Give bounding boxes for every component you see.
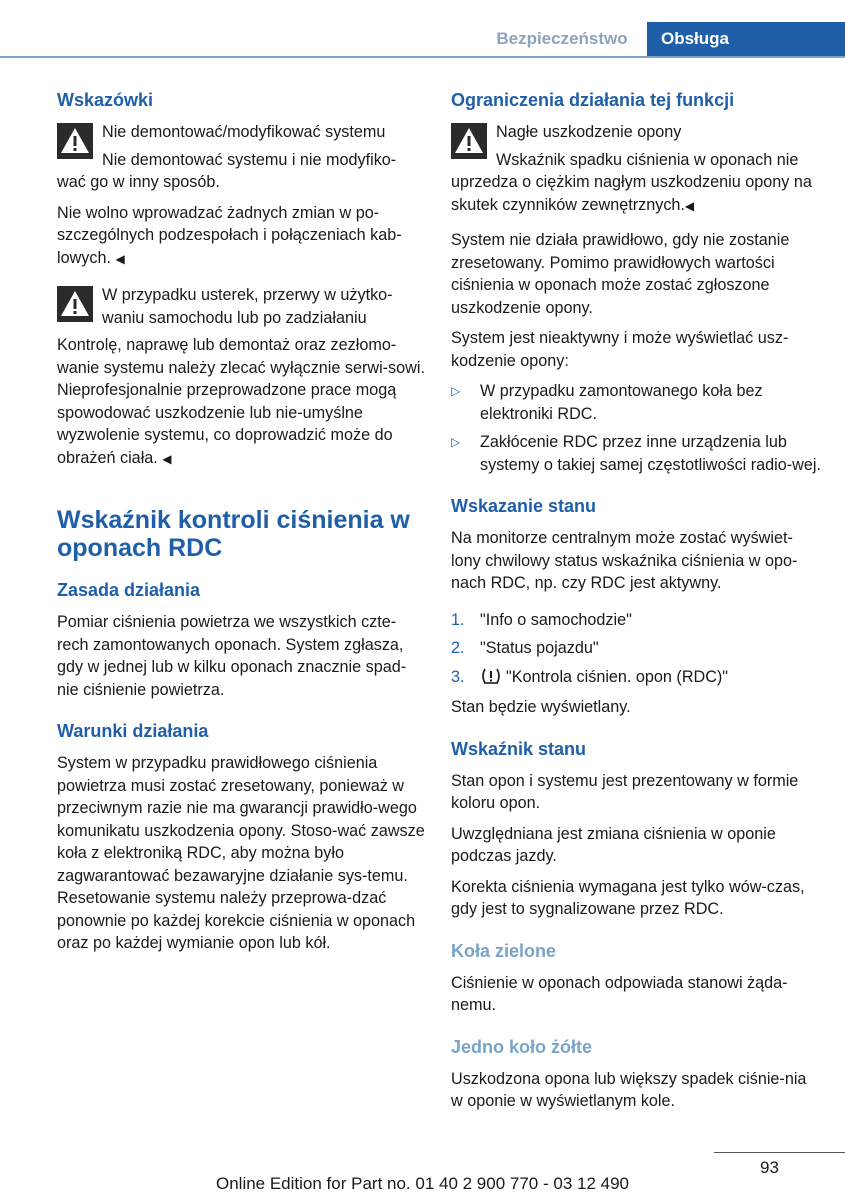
end-mark-icon: ◀ <box>162 451 172 466</box>
triangle-bullet-icon: ▷ <box>451 384 461 398</box>
triangle-bullet-icon: ▷ <box>451 435 461 449</box>
kola-zielone-heading: Koła zielone <box>451 940 557 961</box>
stan-paragraph: Stan będzie wyświetlany. <box>451 698 631 716</box>
zasada-paragraph: Pomiar ciśnienia powietrza we wszystkich czte-rech zamontowanych oponach. System zgłasza, gdy w jednej lub w kilku oponach znacznie spad-nie ciśnienie powietrza. <box>57 613 407 699</box>
jedno-kolo-heading: Jedno koło żółte <box>451 1036 593 1057</box>
wskaznik-paragraph-2: Uwzględniana jest zmiana ciśnienia w oponie podczas jazdy. <box>451 824 776 865</box>
list-item: ▷ Zakłócenie RDC przez inne urządzenia lub systemy o takiej samej częstotliwości radio-wej. <box>451 431 821 476</box>
left-column <box>57 88 425 963</box>
wskaznik-paragraph-1: Stan opon i systemu jest prezentowany w formie koloru opon. <box>451 771 799 812</box>
warning-triangle-icon <box>57 123 93 159</box>
steps-list <box>451 609 821 689</box>
wskaznik-stanu-heading: Wskaźnik stanu <box>451 738 587 759</box>
page-number: 93 <box>760 1158 779 1177</box>
ograniczenia-heading: Ograniczenia działania tej funkcji <box>451 90 735 110</box>
warning-triangle-icon <box>57 286 93 322</box>
warning-3-title: Nagłe uszkodzenie opony <box>496 123 682 141</box>
warning-2-paragraph: Kontrolę, naprawę lub demontaż oraz zezłomo-wanie systemu należy zlecać wyłącznie serwi-sowi. Nieprofesjonalnie przeprowadzone prace mogą spowodować uszkodzenie lub nie-umyślne wyzwolenie systemu, co doprowadzić może do obrażeń ciała. ◀ <box>57 336 425 467</box>
right-paragraph-1: System nie działa prawidłowo, gdy nie zostanie zresetowany. Pomimo prawidłowych wartości ciśnienia w oponach może zostać zgłoszone uszkodzenie opony. <box>451 231 790 317</box>
wskazanie-paragraph: Na monitorze centralnym może zostać wyświet-lony chwilowy status wskaźnika ciśnienia w opo-nach RDC, np. czy RDC jest aktywny. <box>451 529 798 592</box>
tab-bezpieczenstwo[interactable]: Bezpieczeństwo <box>496 29 628 48</box>
warning-1-title: Nie demontować/modyfikować systemu <box>102 123 386 141</box>
warning-block-3 <box>451 121 821 171</box>
wskaznik-paragraph-3: Korekta ciśnienia wymagana jest tylko wów-czas, gdy jest to sygnalizowane przez RDC. <box>451 877 805 918</box>
end-mark-icon: ◀ <box>684 198 695 213</box>
warning-block-2 <box>57 284 425 329</box>
tire-pressure-warning-icon <box>480 666 502 686</box>
wskazowki-heading: Wskazówki <box>57 90 154 110</box>
header-rule <box>0 56 845 58</box>
tab-obsluga[interactable]: Obsługa <box>647 22 845 56</box>
list-item: ▷ W przypadku zamontowanego koła bez elektroniki RDC. <box>451 380 821 425</box>
zasada-heading: Zasada działania <box>57 580 201 600</box>
warunki-paragraph: System w przypadku prawidłowego ciśnienia powietrza musi zostać zresetowany, ponieważ w przeciwnym razie nie ma gwarancji prawidło-wego komunikatu uszkodzenia opony. Stoso-wać zawsze koła z elektroniką RDC, aby można było zagwarantować bezawaryjne działanie sys-temu. Resetowanie systemu należy przeprowa-dzać ponownie po każdej korekcie ciśnienia w oponach oraz po każdej wymianie opon lub kół. <box>57 754 425 952</box>
footer-edition-note: Online Edition for Part no. 01 40 2 900 770 - 03 12 490 <box>215 1174 629 1193</box>
bullet-list <box>451 380 821 476</box>
warning-3-continuation: uprzedza o ciężkim nagłym uszkodzeniu opony na skutek czynników zewnętrznych.◀ <box>451 173 812 214</box>
warning-1-continuation: wać go w inny sposób. <box>57 173 220 191</box>
list-item: 3. "Kontrola ciśnien. opon (RDC)" <box>451 667 729 686</box>
page-number-rule <box>714 1152 845 1153</box>
warning-2-title: W przypadku usterek, przerwy w użytko-waniu samochodu lub po zadziałaniu <box>102 286 393 327</box>
warunki-heading: Warunki działania <box>57 721 209 741</box>
right-paragraph-2: System jest nieaktywny i może wyświetlać usz-kodzenie opony: <box>451 329 789 370</box>
right-column <box>451 88 821 1121</box>
kola-zielone-paragraph: Ciśnienie w oponach odpowiada stanowi żąda-nemu. <box>451 973 788 1014</box>
main-section-heading: Wskaźnik kontroli ciśnienia w oponach RDC <box>57 506 410 562</box>
warning-1-line1: Nie demontować systemu i nie modyfiko- <box>102 150 397 169</box>
warning-block-1 <box>57 121 425 171</box>
list-item: 2. "Status pojazdu" <box>451 639 599 657</box>
warning-triangle-icon <box>451 123 487 159</box>
wskazanie-heading: Wskazanie stanu <box>451 496 597 516</box>
warning-1-paragraph: Nie wolno wprowadzać żadnych zmian w po-szczególnych podzespołach i połączeniach kab-lowych. ◀ <box>57 203 402 267</box>
list-item: 1. "Info o samochodzie" <box>451 610 632 629</box>
warning-3-line1: Wskaźnik spadku ciśnienia w oponach nie <box>496 150 799 169</box>
jedno-kolo-paragraph: Uszkodzona opona lub większy spadek ciśnie-nia w oponie w wyświetlanym kole. <box>451 1069 807 1110</box>
end-mark-icon: ◀ <box>115 251 125 266</box>
